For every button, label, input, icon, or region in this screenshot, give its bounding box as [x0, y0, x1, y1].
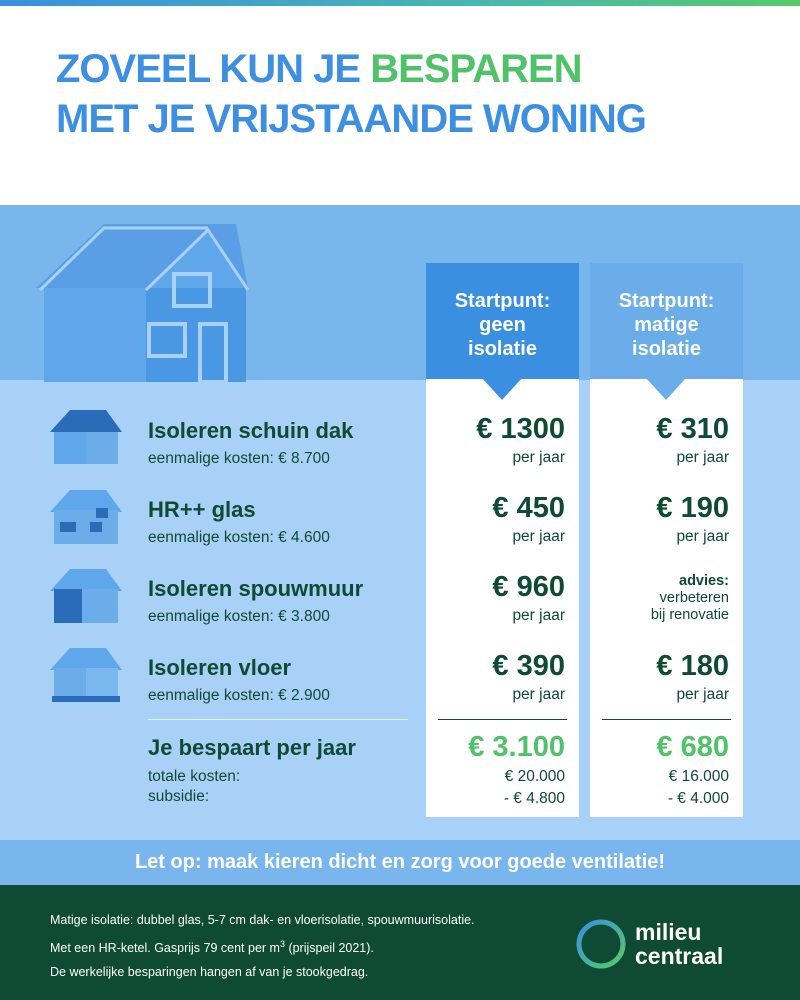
measure-cost: eenmalige kosten: € 8.700	[148, 450, 330, 467]
column-moderate-insulation	[590, 263, 743, 817]
total-costs-value: € 20.000	[504, 768, 565, 785]
saving-period: per jaar	[512, 686, 565, 703]
saving-period: per jaar	[676, 449, 729, 466]
house-illustration-icon	[36, 222, 256, 382]
saving-amount: € 180	[656, 650, 729, 682]
footnote-text: Met een HR-ketel. Gasprijs 79 cent per m	[50, 941, 280, 956]
total-saving-amount: € 3.100	[468, 731, 565, 763]
glass-windows-house-icon	[50, 488, 122, 544]
saving-period: per jaar	[676, 528, 729, 545]
page-title	[56, 44, 646, 144]
column-header	[590, 263, 743, 379]
saving-period: per jaar	[512, 449, 565, 466]
column-divider	[602, 719, 731, 720]
column-header-line: isolatie	[468, 338, 537, 360]
column-header	[426, 263, 579, 379]
title-highlight: BESPAREN	[370, 47, 582, 91]
top-gradient-bar	[0, 0, 800, 6]
measure-cost: eenmalige kosten: € 2.900	[148, 687, 330, 704]
column-header-line: Startpunt:	[454, 290, 551, 312]
milieu-centraal-logo-icon	[575, 918, 627, 970]
subsidy-value: - € 4.800	[503, 790, 565, 807]
total-saving-amount: € 680	[656, 731, 729, 763]
saving-period: per jaar	[512, 607, 565, 624]
measure-title: HR++ glas	[148, 497, 256, 522]
measure-title: Isoleren schuin dak	[148, 418, 354, 443]
measure-title: Isoleren spouwmuur	[148, 576, 364, 601]
footnotes	[50, 908, 475, 984]
saving-amount: € 390	[492, 650, 565, 682]
title-line-1	[56, 44, 646, 94]
floor-insulation-house-icon	[50, 646, 122, 702]
title-line-2: MET JE VRIJSTAANDE WONING	[56, 97, 646, 141]
footnote-line	[50, 932, 475, 960]
column-header-line: isolatie	[632, 338, 701, 360]
subsidy-label: subsidie:	[148, 788, 210, 805]
advice-text: bij renovatie	[650, 607, 729, 623]
total-divider	[148, 719, 408, 720]
advice-text: verbeteren	[659, 590, 729, 606]
column-header-line: Startpunt:	[618, 290, 715, 312]
measure-cost: eenmalige kosten: € 4.600	[148, 529, 330, 546]
advice-label: advies:	[679, 573, 729, 589]
saving-amount: € 450	[492, 492, 565, 524]
title-text: ZOVEEL KUN JE	[56, 47, 371, 91]
saving-amount: € 190	[656, 492, 729, 524]
footnote-text: (prijspeil 2021).	[284, 941, 374, 956]
total-costs-label: totale kosten:	[148, 768, 241, 785]
saving-period: per jaar	[676, 686, 729, 703]
superscript: 3	[279, 939, 285, 949]
roof-insulation-house-icon	[50, 408, 122, 464]
column-no-insulation	[426, 263, 579, 817]
cavity-wall-house-icon	[50, 567, 122, 623]
saving-amount: € 1300	[476, 413, 565, 445]
logo-wordmark	[635, 920, 723, 968]
saving-amount: € 960	[492, 571, 565, 603]
measure-cost: eenmalige kosten: € 3.800	[148, 608, 330, 625]
total-costs-value: € 16.000	[668, 768, 729, 785]
column-header-line: matige	[634, 314, 699, 336]
footnote-line: Matige isolatie: dubbel glas, 5-7 cm dak- en vloerisolatie, spouwmuurisolatie.	[50, 913, 475, 927]
saving-period: per jaar	[512, 528, 565, 545]
arrow-down-icon	[646, 378, 686, 400]
measure-title: Isoleren vloer	[148, 655, 292, 680]
saving-amount: € 310	[656, 413, 729, 445]
arrow-down-icon	[482, 378, 522, 400]
column-header-line: geen	[479, 314, 526, 336]
logo-line: centraal	[635, 943, 724, 969]
total-title: Je bespaart per jaar	[148, 735, 356, 760]
footnote-line: De werkelijke besparingen hangen af van je stookgedrag.	[50, 965, 369, 980]
subsidy-value: - € 4.000	[667, 790, 729, 807]
renovation-advice	[651, 573, 729, 624]
logo-line: milieu	[635, 919, 702, 945]
column-divider	[438, 719, 567, 720]
ventilation-notice: Let op: maak kieren dicht en zorg voor goede ventilatie!	[0, 840, 800, 885]
